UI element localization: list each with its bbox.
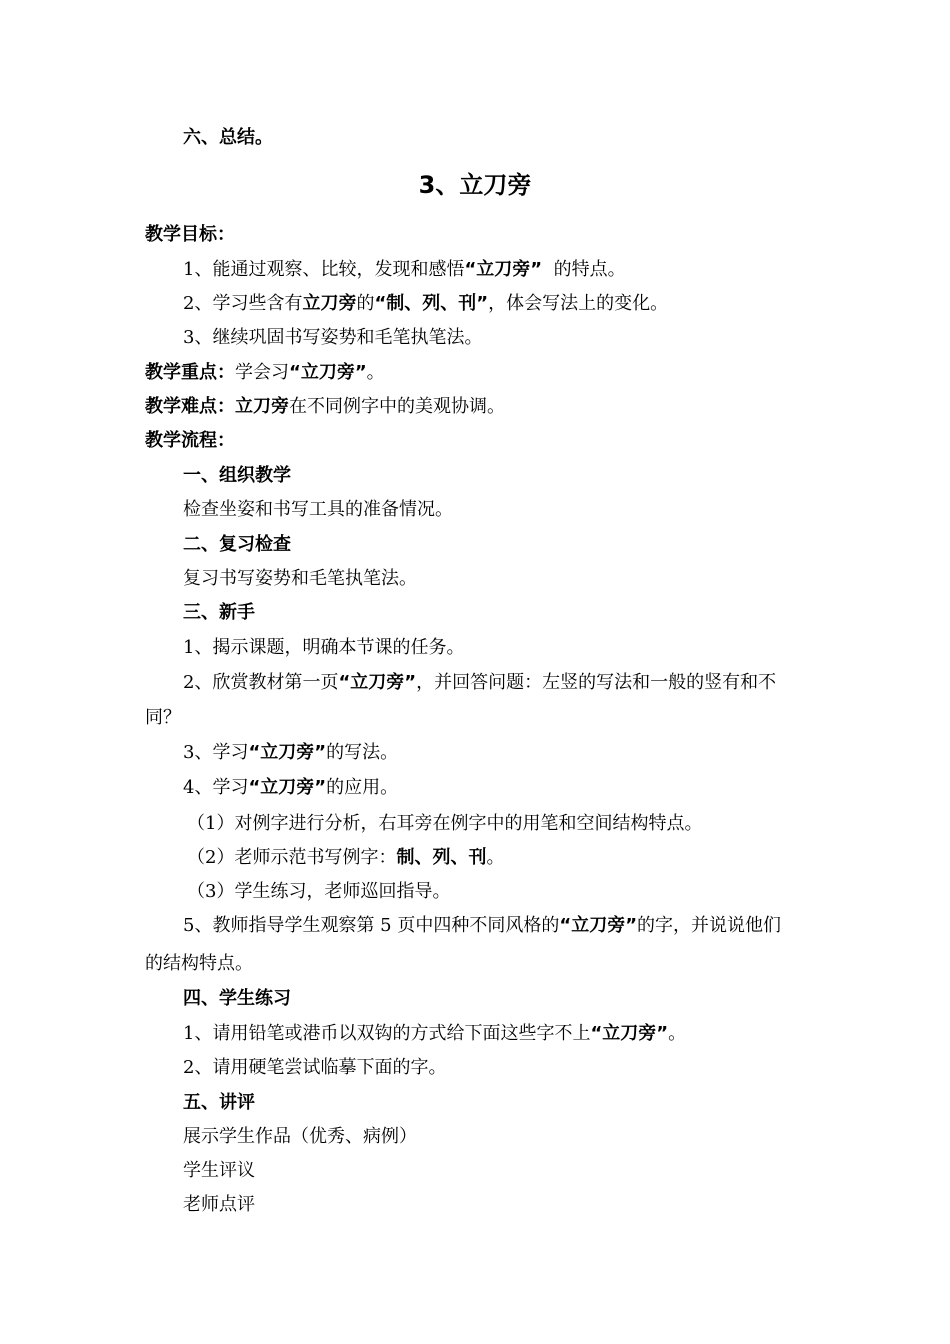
bold-text: “立刀旁” <box>464 259 543 280</box>
text: 的 <box>356 293 375 314</box>
text: 。 <box>486 847 505 868</box>
text: 的字，并说说他们 <box>637 915 782 936</box>
text: 5、教师指导学生观察第 5 页中四种不同风格的 <box>183 915 560 936</box>
text: 的应用。 <box>326 777 399 798</box>
bold-text: “制、列、刊” <box>374 293 489 314</box>
section-4-heading: 四、学生练习 <box>183 988 291 1009</box>
key-point <box>145 361 385 385</box>
bold-text: “立刀旁” <box>289 362 367 383</box>
text: 的特点。 <box>542 259 626 280</box>
bold-text: “立刀旁” <box>559 915 638 936</box>
section-3-item-4 <box>183 776 398 800</box>
text: 的写法。 <box>326 742 399 763</box>
section-4-item-1 <box>183 1022 686 1046</box>
page-title: 3、立刀旁 <box>418 171 532 199</box>
bold-text: 制、列、刊 <box>396 847 487 868</box>
section-3-sub-1: （1）对例字进行分析，右耳旁在例字中的用笔和空间结构特点。 <box>187 813 703 834</box>
section-1-text: 检查坐姿和书写工具的准备情况。 <box>183 499 453 520</box>
objective-item-2 <box>183 292 668 316</box>
difficulty <box>145 395 505 419</box>
objective-item-1 <box>183 258 626 282</box>
section-5-text-2: 学生评议 <box>183 1160 255 1181</box>
objectives-label: 教学目标： <box>145 224 235 245</box>
section-3-heading: 三、新手 <box>183 602 255 623</box>
bold-text: 立刀旁 <box>302 293 357 314</box>
text: 在不同例字中的美观协调。 <box>289 396 505 417</box>
difficulty-label: 教学难点： <box>145 396 235 417</box>
section-3-item-3 <box>183 741 398 765</box>
text: 。 <box>366 362 385 383</box>
section-3-sub-3: （3）学生练习，老师巡回指导。 <box>187 881 451 902</box>
bold-text: 立刀旁 <box>235 396 289 417</box>
section-4-item-2: 2、请用硬笔尝试临摹下面的字。 <box>183 1057 447 1078</box>
section-3-item-5 <box>183 914 781 938</box>
text: 2、欣赏教材第一页 <box>183 672 339 693</box>
key-point-label: 教学重点： <box>145 362 235 383</box>
text: 4、学习 <box>183 777 249 798</box>
section-3-item-2 <box>183 671 776 695</box>
text: ，体会写法上的变化。 <box>488 293 669 314</box>
section-5-heading: 五、讲评 <box>183 1092 255 1113</box>
text: 2、学习些含有 <box>183 293 303 314</box>
text: 3、学习 <box>183 742 249 763</box>
text: ，并回答问题：左竖的写法和一般的竖有和不 <box>416 672 777 693</box>
section-3-sub-2 <box>187 846 504 870</box>
objective-item-3: 3、继续巩固书写姿势和毛笔执笔法。 <box>183 327 483 348</box>
section-2-heading: 二、复习检查 <box>183 534 291 555</box>
bold-text: “立刀旁” <box>590 1023 669 1044</box>
text: 。 <box>668 1023 687 1044</box>
bold-text: “立刀旁” <box>248 742 327 763</box>
section-5-text-1: 展示学生作品（优秀、病例） <box>183 1126 417 1147</box>
section-1-heading: 一、组织教学 <box>183 465 291 486</box>
bold-text: “立刀旁” <box>248 777 327 798</box>
section-3-item-1: 1、揭示课题，明确本节课的任务。 <box>183 637 465 658</box>
bold-text: “立刀旁” <box>338 672 417 693</box>
text: 1、能通过观察、比较，发现和感悟 <box>183 259 465 280</box>
text: 1、请用铅笔或港币以双钩的方式给下面这些字不上 <box>183 1023 591 1044</box>
text: 学会习 <box>235 362 289 383</box>
section-3-item-5-cont: 的结构特点。 <box>145 953 253 974</box>
section-3-item-2-cont: 同？ <box>145 707 181 728</box>
section-2-text: 复习书写姿势和毛笔执笔法。 <box>183 568 417 589</box>
process-label: 教学流程： <box>145 430 235 451</box>
section-5-text-3: 老师点评 <box>183 1194 255 1215</box>
text: （2）老师示范书写例字： <box>187 847 397 868</box>
summary-heading: 六、总结。 <box>183 127 273 148</box>
